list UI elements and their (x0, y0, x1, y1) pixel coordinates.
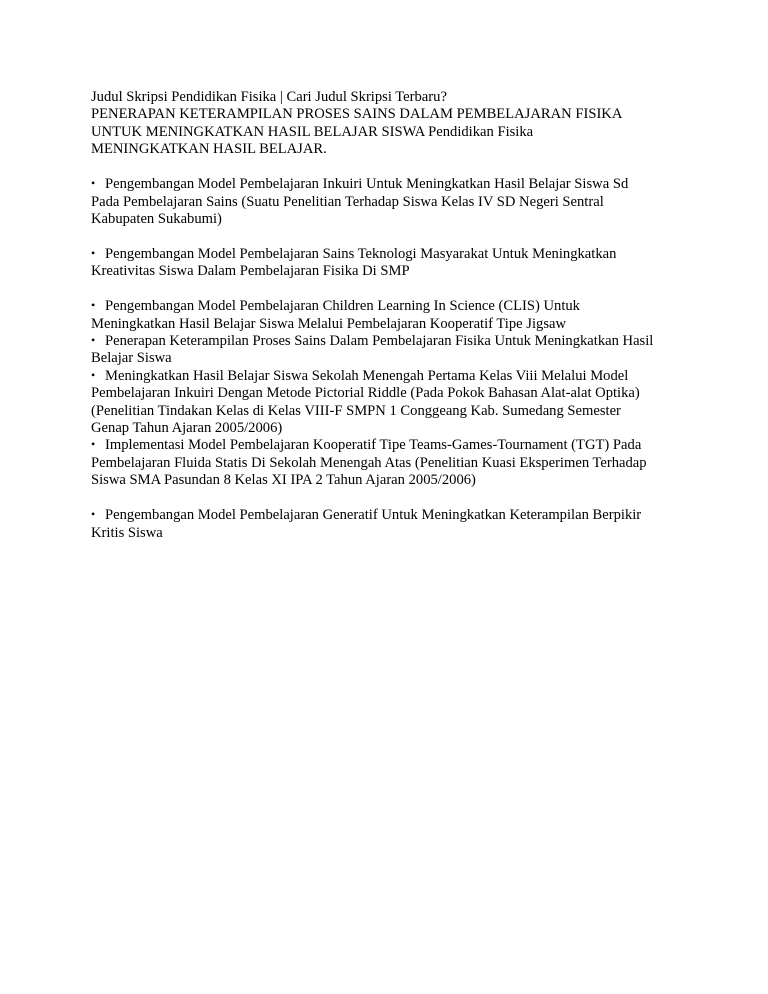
list-item-text: Pengembangan Model Pembelajaran Children Learning In Science (CLIS) Untuk (105, 298, 580, 315)
list-item-line (91, 333, 691, 350)
list-item (91, 437, 691, 489)
list-item-text: Meningkatkan Hasil Belajar Siswa Sekolah Menengah Pertama Kelas Viii Melalui Model (105, 367, 629, 384)
list-item (91, 298, 691, 333)
list-item (91, 368, 691, 438)
list-item-text: Pengembangan Model Pembelajaran Sains Teknologi Masyarakat Untuk Meningkatkan (105, 245, 617, 262)
intro-paragraph (91, 89, 691, 159)
bullet-icon: • (91, 507, 96, 522)
list-item-text: Implementasi Model Pembelajaran Kooperatif Tipe Teams-Games-Tournament (TGT) Pada (105, 437, 642, 454)
list-item (91, 176, 691, 228)
list-item-line (91, 368, 691, 385)
list-item-line (91, 246, 691, 263)
bullet-icon: • (91, 245, 96, 260)
list-item-line: Meningkatkan Hasil Belajar Siswa Melalui Pembelajaran Kooperatif Tipe Jigsaw (91, 315, 567, 332)
list-item-line: Kritis Siswa (91, 524, 163, 541)
list-item (91, 246, 691, 281)
bullet-icon: • (91, 332, 96, 347)
list-item-line (91, 507, 691, 524)
list-item-line: Pembelajaran Inkuiri Dengan Metode Pictorial Riddle (Pada Pokok Bahasan Alat-alat Optika) (91, 385, 640, 402)
list-item-line: Kreativitas Siswa Dalam Pembelajaran Fisika Di SMP (91, 263, 410, 280)
paragraph-gap (91, 281, 691, 299)
list-item-line: Genap Tahun Ajaran 2005/2006) (91, 420, 283, 436)
intro-line: Judul Skripsi Pendidikan Fisika | Cari Judul Skripsi Terbaru? (91, 89, 447, 105)
intro-line: UNTUK MENINGKATKAN HASIL BELAJAR SISWA Pendidikan Fisika (91, 123, 534, 140)
list-item-line: Belajar Siswa (91, 350, 172, 367)
list-item-text: Penerapan Keterampilan Proses Sains Dalam Pembelajaran Fisika Untuk Meningkatkan Hasil (105, 332, 654, 349)
list-item (91, 507, 691, 542)
bullet-icon: • (91, 437, 96, 452)
paragraph-gap (91, 228, 691, 246)
intro-line: MENINGKATKAN HASIL BELAJAR. (91, 141, 327, 158)
list-item-line: Pada Pembelajaran Sains (Suatu Penelitian Terhadap Siswa Kelas IV SD Negeri Sentral (91, 193, 604, 210)
list-item-line: Pembelajaran Fluida Statis Di Sekolah Menengah Atas (Penelitian Kuasi Eksperimen Terhadap (91, 454, 647, 471)
document-content (91, 89, 691, 542)
list-item-line: (Penelitian Tindakan Kelas di Kelas VIII-F SMPN 1 Conggeang Kab. Sumedang Semester (91, 402, 621, 419)
list-item-line (91, 298, 691, 315)
list-item-line (91, 176, 691, 193)
list-item-line: Kabupaten Sukabumi) (91, 210, 222, 227)
paragraph-gap (91, 490, 691, 508)
intro-line: PENERAPAN KETERAMPILAN PROSES SAINS DALAM PEMBELAJARAN FISIKA (91, 106, 623, 123)
bullet-icon: • (91, 176, 96, 191)
list-item (91, 333, 691, 368)
bullet-icon: • (91, 367, 96, 382)
list-item-line (91, 437, 691, 454)
list-item-text: Pengembangan Model Pembelajaran Inkuiri Untuk Meningkatkan Hasil Belajar Siswa Sd (105, 176, 629, 193)
paragraph-gap (91, 159, 691, 177)
list-item-text: Pengembangan Model Pembelajaran Generatif Untuk Meningkatkan Keterampilan Berpikir (105, 507, 642, 524)
bullet-icon: • (91, 298, 96, 313)
list-item-line: Siswa SMA Pasundan 8 Kelas XI IPA 2 Tahun Ajaran 2005/2006) (91, 472, 476, 489)
